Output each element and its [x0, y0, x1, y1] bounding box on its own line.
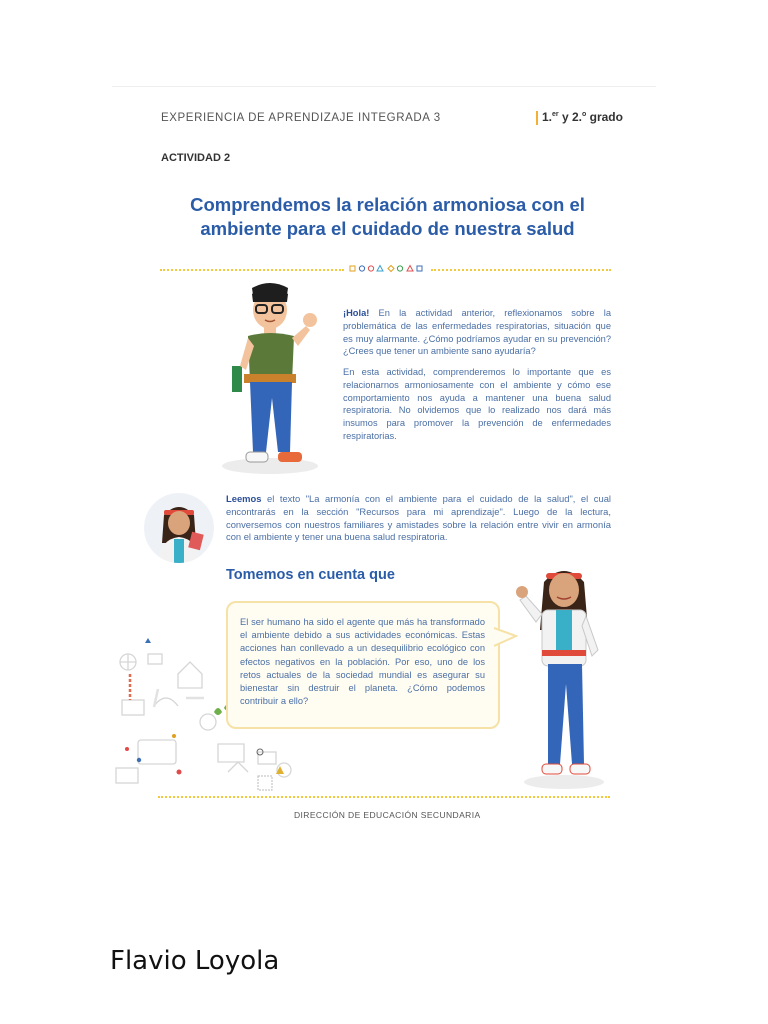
activity-label: ACTIVIDAD 2: [161, 152, 231, 164]
intro-paragraph-2: En esta actividad, comprenderemos lo importante que es relacionarnos armoniosamente con el ambiente y cómo ese comportamiento nos ayuda a mantener una buena salud respiratoria. No olvidemos que lo realizado nos dará más insumos para promover la prevención de enfermedades respiratorias.: [343, 367, 611, 441]
author-name: Flavio Loyola: [110, 946, 280, 976]
speech-bubble-text: El ser humano ha sido el agente que más ha transformado el ambiente debido a sus actividades económicas. Estas acciones han conllevado a un desequilibrio ecológico con efectos negativos en la población. Por eso, uno de los retos actuales de la sociedad mundial es asegurar su bienestar sin destruir el planeta. ¿Cómo podemos contribuir a ello?: [240, 617, 485, 707]
intro-paragraph-1: ¡Hola! En la actividad anterior, reflexionamos sobre la problemática de las enfermedades respiratorias, situación que es muy alarmante. ¿Cómo podríamos ayudar en su prevención? ¿Crees que tener un ambiente sano ayudaría?: [343, 308, 611, 357]
grade-accent-bar: [536, 111, 538, 125]
page-top-rule: [112, 86, 656, 87]
footer-divider: [158, 796, 610, 798]
girl-character-illustration: [512, 560, 612, 790]
girl-reading-icon: [144, 493, 214, 563]
boy-character-illustration: [220, 280, 330, 475]
page-title: [160, 193, 615, 241]
divider-left: [160, 269, 344, 271]
experience-header: EXPERIENCIA DE APRENDIZAJE INTEGRADA 3: [161, 112, 441, 124]
title-line-1: Comprendemos la relación armoniosa con el: [190, 194, 585, 215]
reading-paragraph: Leemos el texto "La armonía con el ambiente para el cuidado de la salud", el cual encontrarás en la sección "Recursos para mi aprendizaje". Luego de la lectura, conversemos con nuestros familiares y amistades sobre la relación entre vivir en armonía con el ambiente y tener una buena salud respiratoria.: [226, 493, 611, 543]
girl-reading-avatar: [144, 493, 214, 563]
footer-text: DIRECCIÓN DE EDUCACIÓN SECUNDARIA: [294, 810, 481, 820]
title-line-2: ambiente para el cuidado de nuestra salud: [200, 218, 575, 239]
grade-label: 1.$^{er}$ y 2.$^o$ grado: [536, 110, 623, 125]
decorative-shapes-icon: [349, 264, 425, 274]
divider-right: [431, 269, 611, 271]
section-subtitle: Tomemos en cuenta que: [226, 567, 395, 583]
